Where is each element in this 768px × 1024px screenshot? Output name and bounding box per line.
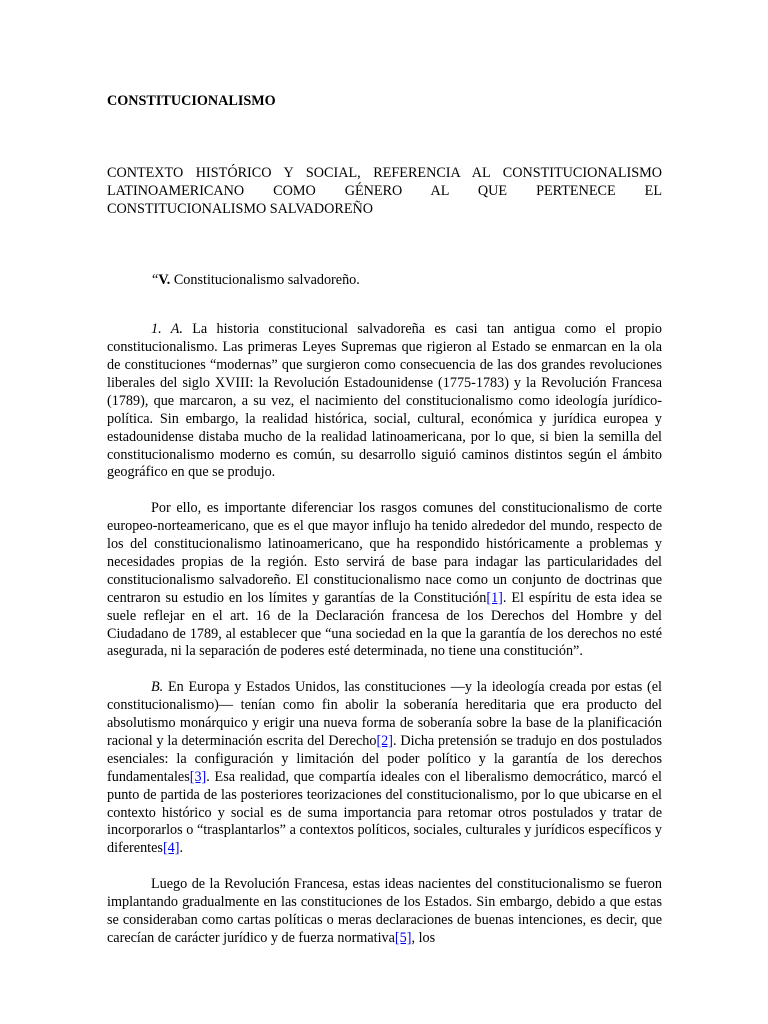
section-heading [152, 271, 360, 289]
document-title: CONSTITUCIONALISMO [107, 93, 276, 109]
footnote-link-2[interactable]: [2] [376, 732, 393, 749]
paragraph-text: Por ello, es importante diferenciar los rasgos comunes del constitucionalismo de corte europeo-norteamericano, que es el que mayor influjo ha tenido alrededor del mundo, respecto de los del constitucionalismo latinoamericano, que ha respondido históricamente a problemas y necesidades propias de la región. Esto servirá de base para indagar las particularidades del constitucionalismo salvadoreño. El constitucionalismo nace como un conjunto de doctrinas que centraron su estudio en los límites y garantías de la Constitución [107, 500, 662, 606]
paragraph-text: . [179, 840, 184, 857]
footnote-link-3[interactable]: [3] [189, 768, 207, 785]
subtitle-line: LATINOAMERICANO COMO GÉNERO AL QUE PERTENECE EL [107, 183, 662, 199]
subtitle-line: CONSTITUCIONALISMO SALVADOREÑO [107, 201, 374, 217]
section-number: V. [158, 272, 171, 288]
paragraph-1 [107, 321, 662, 482]
paragraph-text: Luego de la Revolución Francesa, estas ideas nacientes del constitucionalismo se fueron implantando gradualmente en las constituciones de los Estados. Sin embargo, debido a que estas se consideraban como cartas políticas o meras declaraciones de buenas intenciones, es decir, que carecían de carácter jurídico y de fuerza normativa [107, 876, 662, 946]
paragraph-text: La historia constitucional salvadoreña es casi tan antigua como el propio constitucionalismo. Las primeras Leyes Supremas que rigieron al Estado se enmarcan en la ola de constituciones “modernas” que surgieron como consecuencia de las dos grandes revoluciones liberales del siglo XVIII: la Revolución Estadounidense (1775-1783) y la Revolución Francesa (1789), que marcaron, a su vez, el nacimiento del constitucionalismo como ideología jurídico-política. Sin embargo, la realidad histórica, social, cultural, económica y jurídica europea y estadounidense distaba mucho de la realidad latinoamericana, por lo que, si bien la semilla del constitucionalismo moderno es común, su desarrollo siguió caminos distintos según el ámbito geográfico en que se produjo. [107, 321, 662, 481]
section-label: Constitucionalismo salvadoreño. [170, 272, 360, 288]
paragraph-text: En Europa y Estados Unidos, las constituciones —y la ideología creada por estas (el constitucionalismo)— tenían como fin abolir la soberanía hereditaria que era producto del absolutismo monárquico y erigir una nueva forma de soberanía sobre la base de la planificación racional y la determinación escrita del Derecho [107, 679, 662, 749]
paragraph-marker: 1. A. [151, 321, 183, 338]
footnote-link-5[interactable]: [5] [394, 929, 412, 946]
paragraph-text: . El espíritu de esta idea se suele reflejar en el art. 16 de la Declaración francesa de los Derechos del Hombre y del Ciudadano de 1789, al establecer que “una sociedad en la que la garantía de los derechos no esté asegurada, ni la separación de poderes esté determinada, no tiene una constitución”. [107, 589, 662, 660]
paragraph-4 [107, 876, 662, 948]
paragraph-text: . Esa realidad, que compartía ideales con el liberalismo democrático, marcó el punto de partida de las posteriores teorizaciones del constitucionalismo, por lo que ubicarse en el contexto histórico y social es de suma importancia para retomar otros postulados y tratar de incorporarlos o “trasplantarlos” a contextos políticos, sociales, culturales y jurídicos específicos y diferentes [107, 768, 662, 857]
paragraph-marker: B. [151, 679, 164, 696]
document-subtitle [107, 164, 662, 218]
subtitle-line: CONTEXTO HISTÓRICO Y SOCIAL, REFERENCIA AL CONSTITUCIONALISMO [107, 165, 662, 181]
footnote-link-4[interactable]: [4] [162, 840, 180, 857]
paragraph-text: . Dicha pretensión se tradujo en dos postulados esenciales: la configuración y limitación del poder político y la garantía de los derechos fundamentales [107, 732, 662, 785]
footnote-link-1[interactable]: [1] [486, 589, 503, 606]
paragraph-2 [107, 500, 662, 661]
open-quote: “ [152, 272, 159, 288]
paragraph-3 [107, 679, 662, 858]
paragraph-text: , los [411, 929, 436, 946]
